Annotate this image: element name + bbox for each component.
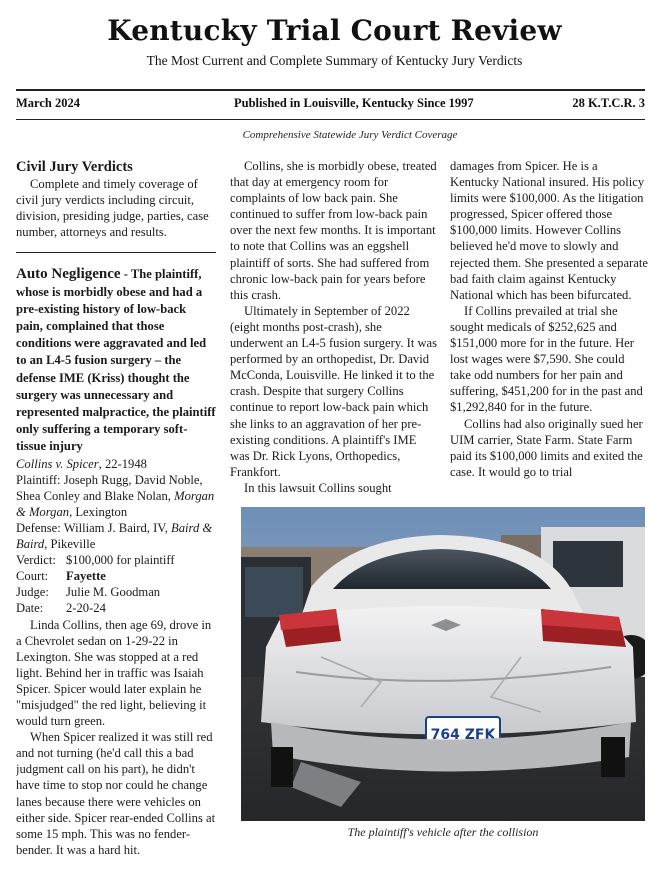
license-plate: 764 ZFK xyxy=(430,727,496,743)
topic-heading: Auto Negligence xyxy=(16,266,121,283)
column-right xyxy=(450,158,648,498)
column-middle xyxy=(230,158,438,498)
judge-label: Judge: xyxy=(16,585,49,600)
plaintiff-label: Plaintiff: xyxy=(16,472,61,487)
issue-date: March 2024 xyxy=(16,96,80,110)
plaintiff-city: , Lexington xyxy=(69,504,128,519)
verdict-label: Verdict: xyxy=(16,553,56,568)
date-label: Date: xyxy=(16,601,44,616)
column-left xyxy=(16,158,216,863)
story-paragraph-4: Ultimately in September of 2022 (eight months post-crash), she underwent an L4-5 fusion surgery. It was performed by an orthopedist, Dr. David McConda, Louisville. He linked it to the crash. Despite that surgery Collins continue to report low-back pain which she links to an aggravation of her pre-existing conditions. A plaintiff's IME was Dr. Rick Lyons, Orthopedics, Frankfort. xyxy=(230,303,438,479)
story-paragraph-2: When Spicer realized it was still red and not turning (he'd call this a bad judgment call on his part), he didn't have time to stop nor could he change lanes because there were vehicles on either side. Spicer rear-ended Collins at some 15 mph. This was no fender-bender. It was a hard hit. xyxy=(16,730,216,857)
case-number: , 22-1948 xyxy=(98,456,147,471)
case-headline: Auto Negligence - The plaintiff, whose is morbidly obese and had a pre-existing history of low-back pain, complained that those conditions were aggravated and led to an L4-5 fusion surgery – the defense IME (Kriss) thought the surgery was unnecessary and represented malpractice, the plaintiff only suffering a temporary soft-tissue injury xyxy=(16,266,216,454)
story-paragraph-3: Collins, she is morbidly obese, treated that day at emergency room for complaints of low back pain. She continued to suffer from low-back pain over the next few months. It is important to note that Collins was an eggshell plaintiff of sorts. She had suffered from chronic low-back pain for years before this crash. xyxy=(230,159,437,302)
story-paragraph-1: Linda Collins, then age 69, drove in a Chevrolet sedan on 1-29-22 in Lexington. She was stopped at a red light. Behind her in traffic was Isaiah Spicer. Spicer would later explain he "misjudged" the red light, believing it would turn green. xyxy=(16,617,212,729)
defense-label: Defense: xyxy=(16,520,61,535)
plaintiff-counsel xyxy=(16,472,216,520)
masthead-subtitle: The Most Current and Complete Summary of Kentucky Jury Verdicts xyxy=(146,53,523,68)
masthead-title: Kentucky Trial Court Review xyxy=(107,14,562,47)
case-name: Collins v. Spicer xyxy=(16,456,99,471)
tagline: Comprehensive Statewide Jury Verdict Coverage xyxy=(242,129,458,141)
intro-heading: Civil Jury Verdicts xyxy=(16,159,133,175)
story-paragraph-5: In this lawsuit Collins sought xyxy=(244,480,392,495)
intro-body: Complete and timely coverage of civil jury verdicts including circuit, division, presiding judge, parties, case number, attorneys and results. xyxy=(16,177,209,240)
date-value: 2-20-24 xyxy=(66,601,106,616)
vehicle-photo xyxy=(241,507,645,821)
court-row xyxy=(16,568,216,584)
verdict-value: $100,000 for plaintiff xyxy=(66,553,175,568)
story-paragraph-7: If Collins prevailed at trial she sought medicals of $252,625 and $151,000 more for in the future. Her lost wages were $7,590. She could take odd numbers for her pain and suffering, $451,200 for in the past and $1,292,840 for in the future. xyxy=(450,303,643,415)
defense-attorney: William J. Baird, IV, xyxy=(63,520,168,535)
intro-divider xyxy=(16,252,216,253)
case-summary: The plaintiff, whose is morbidly obese and had a pre-existing history of low-back pain, complained that those conditions were aggravated and led to an L4-5 fusion surgery – the defense IME (Kriss) thought the surgery was unnecessary and represented malpractice, the plaintiff only suffering a temporary soft-tissue injury xyxy=(16,267,216,454)
court-label: Court: xyxy=(16,569,49,584)
defense-counsel xyxy=(16,520,216,552)
citation: 28 K.T.C.R. 3 xyxy=(572,96,645,110)
rule-top xyxy=(16,89,645,91)
defense-city: , Pikeville xyxy=(44,537,96,552)
date-row xyxy=(16,600,216,616)
photo-caption: The plaintiff's vehicle after the collision xyxy=(347,825,539,839)
publication-line: Published in Louisville, Kentucky Since 1997 xyxy=(234,96,474,110)
plaintiff-firm: Morgan & Morgan xyxy=(16,488,215,519)
court-value: Fayette xyxy=(66,569,106,584)
judge-row xyxy=(16,584,216,600)
defense-firm: Baird & Baird xyxy=(16,520,213,552)
case-caption xyxy=(16,456,216,472)
rule-bottom xyxy=(16,119,645,120)
judge-value: Julie M. Goodman xyxy=(66,585,161,600)
story-paragraph-6: damages from Spicer. He is a Kentucky National insured. His policy limits were $100,000. As the litigation progressed, Spicer offered those $100,000 limits. However Collins believed he'd move to slowly and rejected them. She presented a separate bad faith claim against Kentucky National which has been bifurcated. xyxy=(450,159,648,302)
plaintiff-attorneys: Joseph Rugg, David Noble, Shea Conley and Blake Nolan, xyxy=(16,472,203,503)
story-paragraph-8: Collins had also originally sued her UIM carrier, State Farm. State Farm paid its $100,000 limits and exited the case. It would go to trial xyxy=(450,416,643,479)
verdict-row xyxy=(16,552,216,568)
